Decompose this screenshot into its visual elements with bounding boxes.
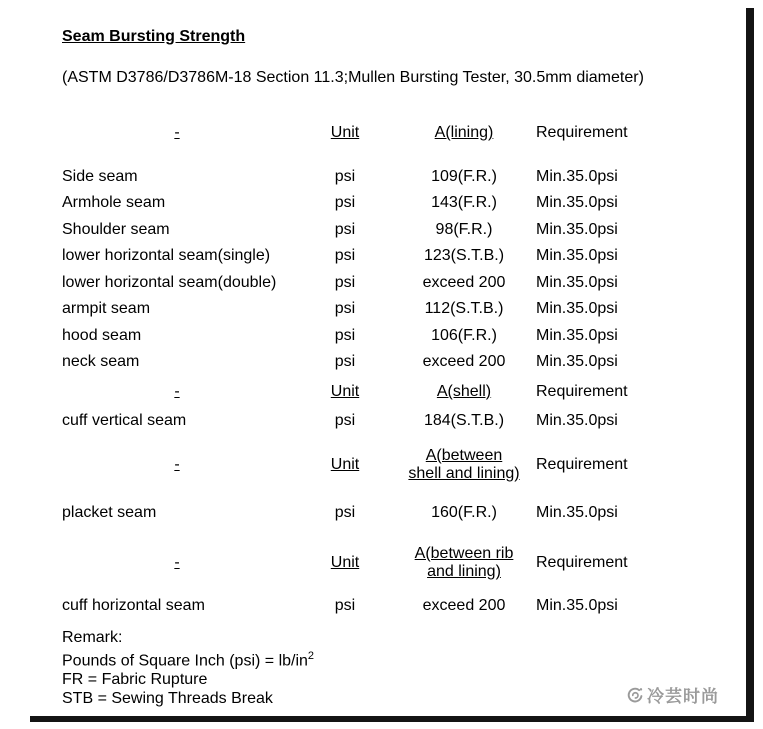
table-row [62, 500, 707, 527]
column-header-dash: - [174, 382, 180, 400]
table-header-row [62, 545, 707, 581]
seam-name: lower horizontal seam(single) [62, 247, 271, 265]
seam-name: Shoulder seam [62, 220, 170, 238]
requirement-value: Min.35.0psi [536, 167, 618, 185]
sample-label-line: shell and lining) [408, 464, 520, 482]
column-header-requirement: Requirement [536, 124, 628, 142]
column-header-unit: Unit [330, 554, 360, 571]
table-row [62, 190, 707, 217]
results-table [62, 120, 707, 620]
table-row [62, 164, 707, 191]
sample-label-line: A(between [425, 446, 503, 464]
test-result: 160(F.R.) [431, 503, 497, 521]
column-header-dash: - [174, 554, 180, 571]
column-header-requirement: Requirement [536, 554, 628, 571]
column-header-unit: Unit [330, 382, 360, 400]
column-header-sample: A(lining) [434, 124, 494, 142]
remark-fr-line: FR = Fabric Rupture [62, 671, 208, 689]
psi-superscript: 2 [307, 649, 315, 662]
table-row [62, 217, 707, 244]
test-result: 106(F.R.) [431, 326, 497, 344]
column-header-sample [398, 545, 530, 581]
seam-name: armpit seam [62, 300, 151, 318]
unit-value: psi [334, 597, 356, 615]
remark-label: Remark: [62, 628, 123, 646]
table-row [62, 270, 707, 297]
column-header-sample [398, 447, 530, 483]
column-header-sample: A(shell) [436, 382, 492, 400]
requirement-value: Min.35.0psi [536, 273, 618, 291]
seam-name: cuff vertical seam [62, 412, 187, 430]
unit-value: psi [334, 247, 356, 265]
test-method-subtitle: (ASTM D3786/D3786M-18 Section 11.3;Mullen Bursting Tester, 30.5mm diameter) [62, 69, 644, 86]
table-row [62, 593, 707, 620]
table-row [62, 296, 707, 323]
scan-edge-right [746, 8, 754, 722]
seam-name: Side seam [62, 167, 138, 185]
unit-value: psi [334, 353, 356, 371]
seam-name: placket seam [62, 503, 157, 521]
requirement-value: Min.35.0psi [536, 353, 618, 371]
unit-value: psi [334, 273, 356, 291]
sample-label-line: A(between rib [414, 545, 514, 562]
table-row [62, 323, 707, 350]
test-result: 98(F.R.) [435, 220, 493, 238]
column-header-requirement: Requirement [536, 382, 628, 400]
test-result: 123(S.T.B.) [423, 247, 505, 265]
requirement-value: Min.35.0psi [536, 194, 618, 212]
column-header-requirement: Requirement [536, 455, 628, 473]
scan-edge-bottom [30, 716, 754, 722]
test-result: 109(F.R.) [431, 167, 497, 185]
sample-label-line: and lining) [427, 563, 501, 580]
table-header-row [62, 447, 707, 483]
requirement-value: Min.35.0psi [536, 597, 618, 615]
requirement-value: Min.35.0psi [536, 300, 618, 318]
unit-value: psi [334, 167, 356, 185]
seam-name: lower horizontal seam(double) [62, 273, 277, 291]
requirement-value: Min.35.0psi [536, 220, 618, 238]
remark-block [62, 628, 707, 709]
unit-value: psi [334, 503, 356, 521]
remark-psi-line: Pounds of Square Inch $(psi) = lb/in^2$ [62, 649, 315, 670]
column-header-dash: - [174, 455, 180, 473]
table-row [62, 349, 707, 376]
column-header-unit: Unit [330, 455, 360, 473]
requirement-value: Min.35.0psi [536, 412, 618, 430]
watermark-text: 冷芸时尚 [647, 687, 719, 706]
unit-value: psi [334, 220, 356, 238]
page-title: Seam Bursting Strength [62, 28, 246, 45]
remark-stb-line: STB = Sewing Threads Break [62, 690, 273, 708]
column-header-unit: Unit [330, 124, 360, 142]
test-result: exceed 200 [422, 273, 506, 291]
table-header-row [62, 379, 707, 406]
seam-name: neck seam [62, 353, 140, 371]
table-header-row [62, 120, 707, 147]
test-result: 143(F.R.) [431, 194, 497, 212]
requirement-value: Min.35.0psi [536, 326, 618, 344]
unit-value: psi [334, 412, 356, 430]
test-result: exceed 200 [422, 597, 506, 615]
test-result: 112(S.T.B.) [424, 300, 504, 318]
requirement-value: Min.35.0psi [536, 503, 618, 521]
unit-value: psi [334, 194, 356, 212]
document-page [62, 29, 707, 709]
seam-name: hood seam [62, 326, 142, 344]
unit-value: psi [334, 300, 356, 318]
table-row [62, 408, 707, 435]
column-header-dash: - [174, 124, 180, 142]
test-result: exceed 200 [422, 353, 506, 371]
test-result: 184(S.T.B.) [423, 412, 505, 430]
table-row [62, 243, 707, 270]
seam-name: Armhole seam [62, 194, 166, 212]
seam-name: cuff horizontal seam [62, 597, 205, 615]
unit-value: psi [334, 326, 356, 344]
watermark [626, 682, 719, 707]
brand-icon [626, 686, 644, 704]
requirement-value: Min.35.0psi [536, 247, 618, 265]
